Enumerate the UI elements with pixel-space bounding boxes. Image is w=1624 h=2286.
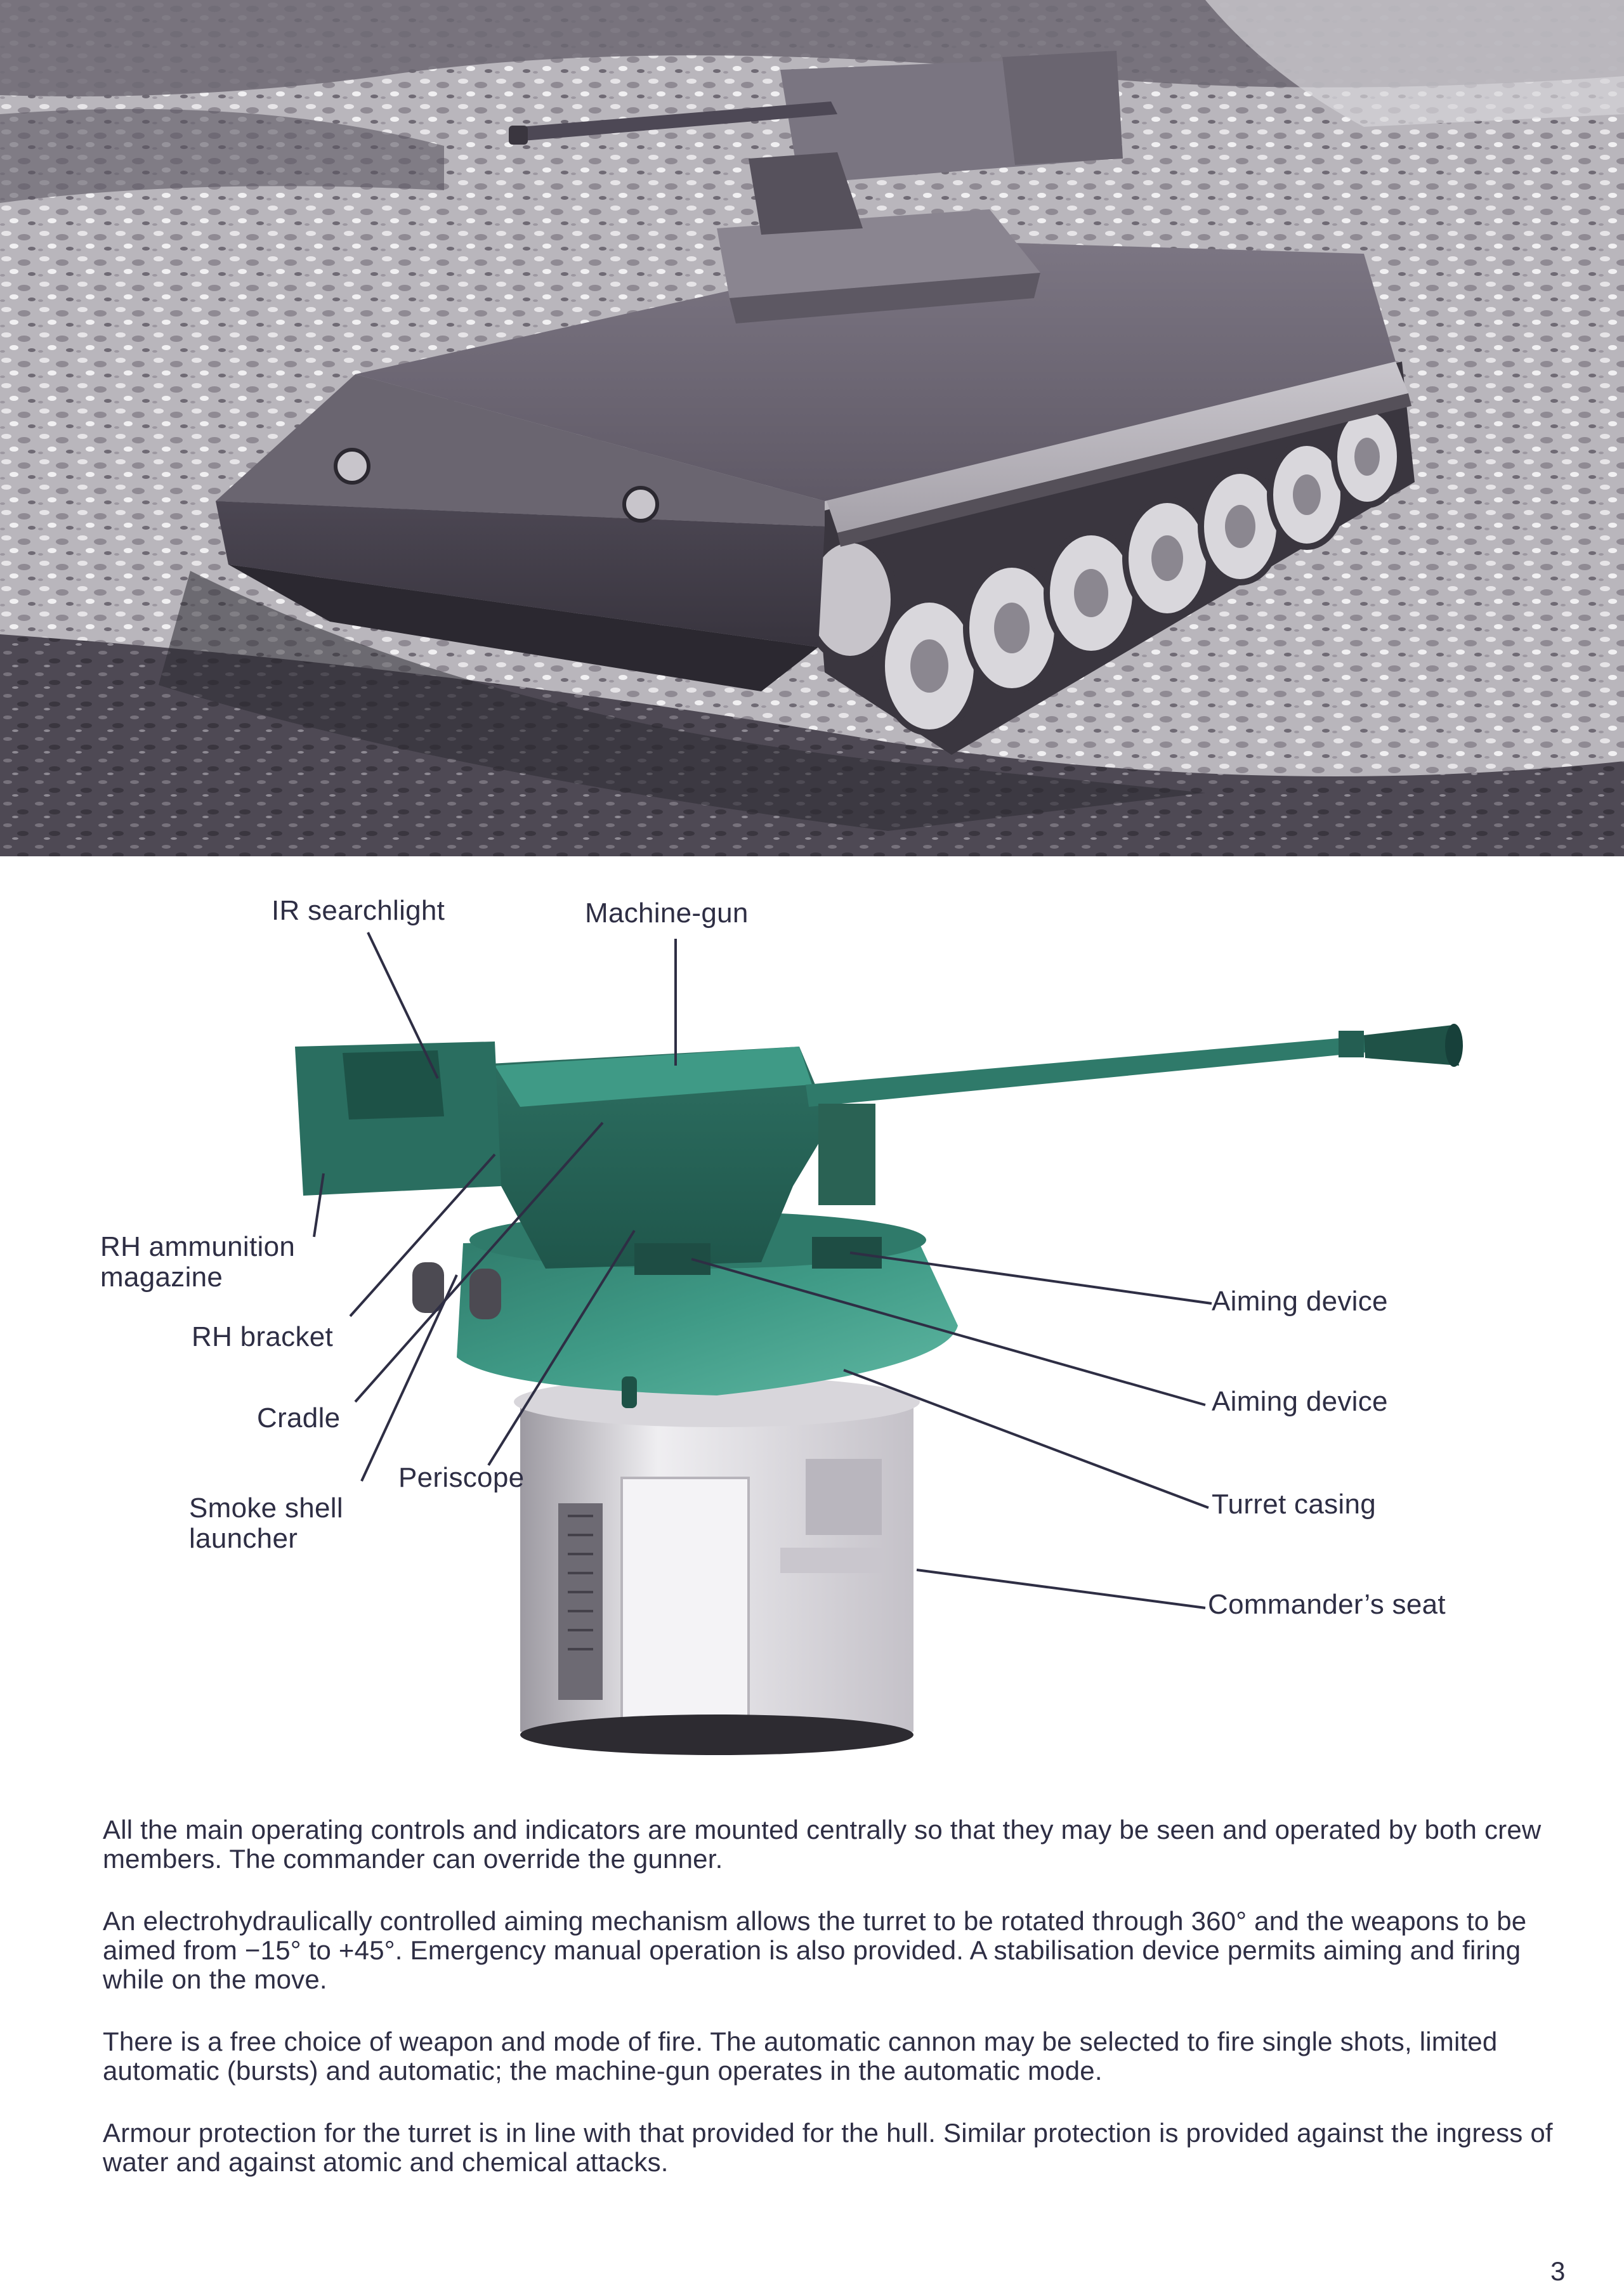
- vehicle-photograph: [0, 0, 1624, 856]
- label-smoke-shell-launcher: Smoke shell launcher: [189, 1492, 343, 1554]
- label-rh-ammunition-magazine: RH ammunition magazine: [100, 1231, 296, 1293]
- body-text: [103, 1815, 1562, 2210]
- paragraph-aiming-mechanism: An electrohydraulically controlled aiming mechanism allows the turret to be rotated through 360° and the weapons to be aimed from −15° to +45°. Emergency manual operation is also provided. A stabilisation device permits aiming and firing while on the move.: [103, 1906, 1527, 1994]
- page-number: 3: [1550, 2256, 1566, 2286]
- label-machine-gun: Machine-gun: [585, 898, 749, 929]
- label-cradle: Cradle: [257, 1402, 341, 1434]
- turret-diagram: [0, 856, 1624, 1795]
- cannon-barrel: [806, 1024, 1463, 1205]
- label-aiming-device-1: Aiming device: [1212, 1286, 1388, 1317]
- label-rh-bracket: RH bracket: [192, 1321, 334, 1352]
- paragraph-armour-protection: Armour protection for the turret is in line with that provided for the hull. Similar protection is provided against the ingress of water and against atomic and chemical attacks.: [103, 2118, 1553, 2177]
- label-turret-casing: Turret casing: [1212, 1489, 1377, 1520]
- label-ir-searchlight: IR searchlight: [272, 895, 445, 926]
- paragraph-weapon-choice: There is a free choice of weapon and mode of fire. The automatic cannon may be selected to fire single shots, limited automatic (bursts) and automatic; the machine-gun operates in the automatic mode.: [103, 2027, 1498, 2086]
- turret-basket: [514, 1376, 920, 1755]
- label-aiming-device-2: Aiming device: [1212, 1386, 1388, 1417]
- label-periscope: Periscope: [398, 1462, 525, 1493]
- paragraph-controls: All the main operating controls and indicators are mounted centrally so that they may be seen and operated by both crew members. The commander can override the gunner.: [103, 1815, 1542, 1874]
- label-commanders-seat: Commander’s seat: [1208, 1589, 1446, 1620]
